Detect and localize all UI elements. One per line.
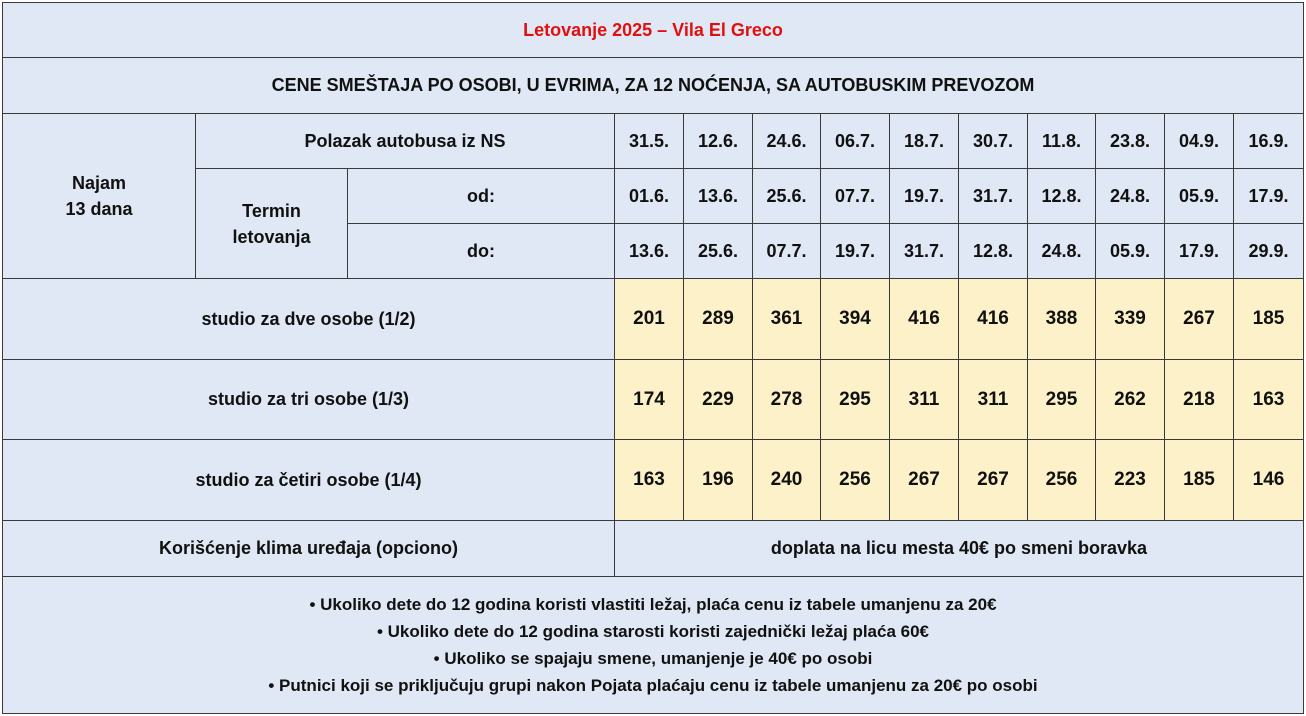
price-cell: 196 [684,440,753,521]
to-date: 25.6. [684,224,753,279]
room-label: studio za tri osobe (1/3) [3,360,615,440]
price-cell: 295 [1028,360,1096,440]
price-cell: 163 [615,440,684,521]
departure-row [3,114,1304,169]
price-cell: 229 [684,360,753,440]
to-date: 13.6. [615,224,684,279]
ac-row [3,521,1304,577]
departure-date: 31.5. [615,114,684,169]
price-cell: 185 [1234,279,1304,360]
price-cell: 174 [615,360,684,440]
title-row [3,3,1304,58]
room-label: studio za četiri osobe (1/4) [3,440,615,521]
note-line: • Ukoliko se spajaju smene, umanjenje je 40€ po osobi [433,649,873,668]
departure-date: 23.8. [1096,114,1165,169]
table-title: Letovanje 2025 – Vila El Greco [3,3,1304,58]
note-line: • Ukoliko dete do 12 godina starosti koristi zajednički ležaj plaća 60€ [376,622,930,641]
to-date: 31.7. [890,224,959,279]
price-cell: 163 [1234,360,1304,440]
price-cell: 278 [753,360,821,440]
price-cell: 311 [890,360,959,440]
notes-row [3,577,1304,714]
price-cell: 311 [959,360,1028,440]
to-date: 29.9. [1234,224,1304,279]
price-cell: 416 [890,279,959,360]
to-date: 05.9. [1096,224,1165,279]
price-cell: 416 [959,279,1028,360]
price-cell: 339 [1096,279,1165,360]
price-cell: 218 [1165,360,1234,440]
departure-date: 06.7. [821,114,890,169]
departure-date: 16.9. [1234,114,1304,169]
to-date: 19.7. [821,224,890,279]
from-date: 24.8. [1096,169,1165,224]
from-date: 25.6. [753,169,821,224]
from-date: 17.9. [1234,169,1304,224]
price-cell: 256 [1028,440,1096,521]
price-cell: 262 [1096,360,1165,440]
departure-date: 24.6. [753,114,821,169]
term-cell [196,169,348,279]
price-cell: 361 [753,279,821,360]
price-row-studio-3 [3,360,1304,440]
to-date: 17.9. [1165,224,1234,279]
from-label: od: [348,169,615,224]
departure-date: 11.8. [1028,114,1096,169]
ac-label: Korišćenje klima uređaja (opciono) [3,521,615,577]
to-date: 24.8. [1028,224,1096,279]
from-date: 01.6. [615,169,684,224]
price-table [2,2,1304,714]
from-date: 13.6. [684,169,753,224]
term-line-1: Termin [242,200,301,221]
departure-date: 18.7. [890,114,959,169]
price-cell: 394 [821,279,890,360]
departure-date: 12.6. [684,114,753,169]
departure-label: Polazak autobusa iz NS [196,114,615,169]
note-line: • Ukoliko dete do 12 godina koristi vlastiti ležaj, plaća cenu iz tabele umanjenu za 20€ [309,595,997,614]
price-cell: 289 [684,279,753,360]
from-row [3,169,1304,224]
price-cell: 388 [1028,279,1096,360]
to-date: 12.8. [959,224,1028,279]
price-cell: 185 [1165,440,1234,521]
price-row-studio-4 [3,440,1304,521]
from-date: 07.7. [821,169,890,224]
price-cell: 223 [1096,440,1165,521]
rental-line-2: 13 dana [65,199,133,219]
price-row-studio-2 [3,279,1304,360]
notes-cell [3,577,1304,714]
rental-line-1: Najam [71,173,127,193]
table-subtitle: CENE SMEŠTAJA PO OSOBI, U EVRIMA, ZA 12 NOĆENJA, SA AUTOBUSKIM PREVOZOM [3,58,1304,114]
rental-cell [3,114,196,279]
price-cell: 295 [821,360,890,440]
price-cell: 267 [959,440,1028,521]
price-cell: 267 [890,440,959,521]
from-date: 12.8. [1028,169,1096,224]
to-label: do: [348,224,615,279]
from-date: 05.9. [1165,169,1234,224]
note-line: • Putnici koji se priključuju grupi nakon Pojata plaćaju cenu iz tabele umanjenu za 20€ po osobi [268,676,1038,695]
price-cell: 201 [615,279,684,360]
price-cell: 240 [753,440,821,521]
from-date: 19.7. [890,169,959,224]
ac-note: doplata na licu mesta 40€ po smeni boravka [615,521,1304,577]
subtitle-row [3,58,1304,114]
price-cell: 146 [1234,440,1304,521]
departure-date: 30.7. [959,114,1028,169]
to-date: 07.7. [753,224,821,279]
price-cell: 256 [821,440,890,521]
from-date: 31.7. [959,169,1028,224]
price-cell: 267 [1165,279,1234,360]
room-label: studio za dve osobe (1/2) [3,279,615,360]
departure-date: 04.9. [1165,114,1234,169]
term-line-2: letovanja [232,226,311,247]
